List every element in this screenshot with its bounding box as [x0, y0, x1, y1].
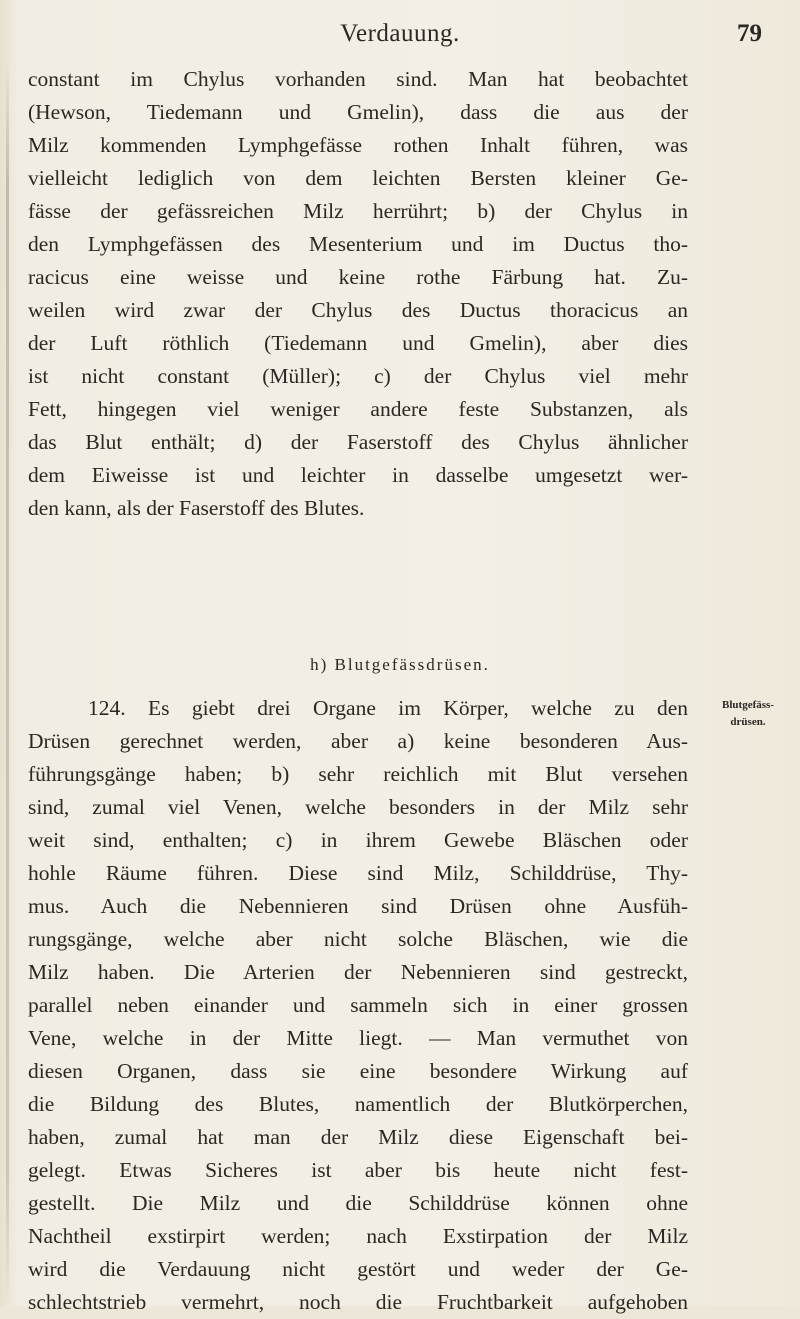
text-line: Milz haben. Die Arterien der Nebennieren sind gestreckt,	[28, 960, 688, 984]
text-line: racicus eine weisse und keine rothe Färbung hat. Zu-	[28, 265, 688, 289]
text-line: constant im Chylus vorhanden sind. Man hat beobachtet	[28, 67, 688, 91]
text-line: den Lymphgefässen des Mesenterium und im Ductus tho-	[28, 232, 688, 256]
text-line: mus. Auch die Nebennieren sind Drüsen ohne Ausfüh-	[28, 894, 688, 918]
text-line: Nachtheil exstirpirt werden; nach Exstirpation der Milz	[28, 1224, 688, 1248]
running-head-title: Verdauung.	[340, 20, 460, 47]
text-line: haben, zumal hat man der Milz diese Eigenschaft bei-	[28, 1125, 688, 1149]
text-line: ist nicht constant (Müller); c) der Chylus viel mehr	[28, 364, 688, 388]
text-line: weilen wird zwar der Chylus des Ductus thoracicus an	[28, 298, 688, 322]
text-line: schlechtstrieb vermehrt, noch die Fruchtbarkeit aufgehoben	[28, 1290, 688, 1314]
text-line: die Bildung des Blutes, namentlich der Blutkörperchen,	[28, 1092, 688, 1116]
text-line: Drüsen gerechnet werden, aber a) keine besonderen Aus-	[28, 729, 688, 753]
text-line: dem Eiweisse ist und leichter in dasselbe umgesetzt wer-	[28, 463, 688, 487]
marginal-note	[702, 697, 794, 731]
text-line: diesen Organen, dass sie eine besondere Wirkung auf	[28, 1059, 688, 1083]
text-line: vielleicht lediglich von dem leichten Bersten kleiner Ge-	[28, 166, 688, 190]
text-line: wird die Verdauung nicht gestört und weder der Ge-	[28, 1257, 688, 1281]
text-line: führungsgänge haben; b) sehr reichlich mit Blut versehen	[28, 762, 688, 786]
page-gutter-shadow	[6, 60, 9, 1300]
text-line: fässe der gefässreichen Milz herrührt; b) der Chylus in	[28, 199, 688, 223]
paragraph-124	[28, 692, 688, 1319]
text-line: der Luft röthlich (Tiedemann und Gmelin), aber dies	[28, 331, 688, 355]
page-number: 79	[737, 20, 762, 47]
text-line: Fett, hingegen viel weniger andere feste Substanzen, als	[28, 397, 688, 421]
marginal-note-line: Blutgefäss-	[722, 699, 774, 711]
text-line: gelegt. Etwas Sicheres ist aber bis heute nicht fest-	[28, 1158, 688, 1182]
text-line: parallel neben einander und sammeln sich in einer grossen	[28, 993, 688, 1017]
paragraph-chylus	[28, 63, 688, 525]
text-line: rungsgänge, welche aber nicht solche Bläschen, wie die	[28, 927, 688, 951]
text-line: hohle Räume führen. Diese sind Milz, Schilddrüse, Thy-	[28, 861, 688, 885]
text-line: Milz kommenden Lymphgefässe rothen Inhalt führen, was	[28, 133, 688, 157]
running-head	[0, 20, 800, 56]
marginal-note-line: drüsen.	[730, 716, 766, 728]
text-line: (Hewson, Tiedemann und Gmelin), dass die aus der	[28, 100, 688, 124]
section-heading-blutgefaessdruesen: h) Blutgefässdrüsen.	[310, 655, 490, 674]
text-line: gestellt. Die Milz und die Schilddrüse können ohne	[28, 1191, 688, 1215]
text-line: sind, zumal viel Venen, welche besonders in der Milz sehr	[28, 795, 688, 819]
text-line: Vene, welche in der Mitte liegt. — Man vermuthet von	[28, 1026, 688, 1050]
text-line: 124. Es giebt drei Organe im Körper, welche zu den	[88, 696, 688, 720]
text-line: den kann, als der Faserstoff des Blutes.	[28, 496, 365, 520]
text-line: weit sind, enthalten; c) in ihrem Gewebe Bläschen oder	[28, 828, 688, 852]
text-line: das Blut enthält; d) der Faserstoff des Chylus ähnlicher	[28, 430, 688, 454]
